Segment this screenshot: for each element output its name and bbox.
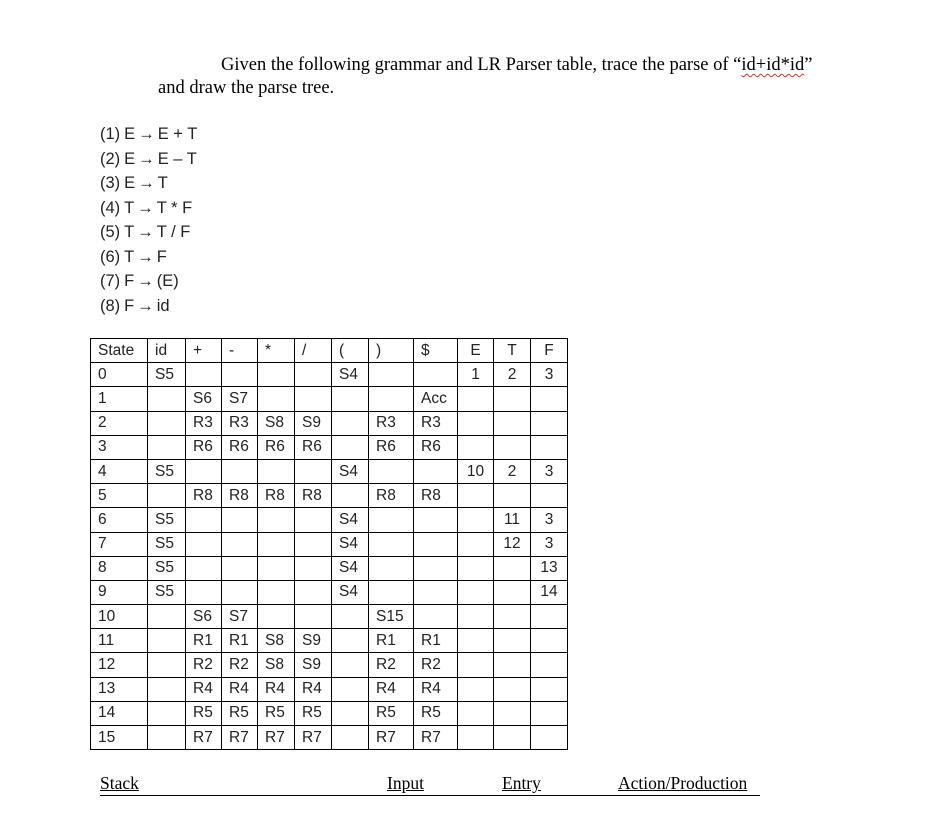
table-cell <box>222 508 258 532</box>
arrow-icon: → <box>137 247 154 266</box>
table-cell: 1 <box>458 363 494 387</box>
table-cell: Acc <box>414 387 458 411</box>
trace-header <box>100 773 760 796</box>
table-header-cell: T <box>494 339 531 363</box>
table-header-cell: * <box>258 339 295 363</box>
production-lhs: E <box>124 174 136 192</box>
table-cell: R4 <box>295 677 332 701</box>
table-cell <box>458 605 494 629</box>
table-cell <box>332 435 369 459</box>
table-cell: S4 <box>332 532 369 556</box>
table-header-cell: $ <box>414 339 458 363</box>
table-cell <box>458 629 494 653</box>
table-cell: S5 <box>148 580 186 604</box>
table-header-cell: / <box>295 339 332 363</box>
table-cell <box>458 556 494 580</box>
table-row <box>91 629 568 653</box>
grammar-production <box>100 245 197 270</box>
table-row <box>91 484 568 508</box>
table-row <box>91 653 568 677</box>
table-cell: R3 <box>222 411 258 435</box>
table-cell <box>531 411 568 435</box>
table-cell: R7 <box>186 726 222 750</box>
table-cell <box>222 556 258 580</box>
table-cell <box>332 701 369 725</box>
table-cell <box>332 629 369 653</box>
table-cell <box>332 677 369 701</box>
trace-stack-label: Stack <box>100 773 139 793</box>
table-cell: R6 <box>186 435 222 459</box>
table-cell <box>186 532 222 556</box>
table-cell <box>494 580 531 604</box>
table-cell: S4 <box>332 363 369 387</box>
table-cell: R7 <box>258 726 295 750</box>
table-cell <box>258 508 295 532</box>
table-row <box>91 435 568 459</box>
production-lhs: F <box>124 296 135 315</box>
table-cell: S5 <box>148 459 186 483</box>
table-cell: S5 <box>148 363 186 387</box>
table-cell: R5 <box>222 701 258 725</box>
table-cell <box>332 484 369 508</box>
arrow-icon: → <box>138 125 155 143</box>
table-cell: R1 <box>186 629 222 653</box>
table-header-cell: id <box>148 339 186 363</box>
table-cell <box>295 459 332 483</box>
table-cell: R5 <box>258 701 295 725</box>
table-cell <box>332 387 369 411</box>
grammar-production <box>100 294 197 319</box>
table-cell <box>458 532 494 556</box>
table-cell: R8 <box>258 484 295 508</box>
table-cell: R8 <box>222 484 258 508</box>
table-cell <box>458 677 494 701</box>
table-cell: R8 <box>295 484 332 508</box>
production-lhs: T <box>124 247 135 266</box>
table-cell: R3 <box>414 411 458 435</box>
table-cell: R8 <box>186 484 222 508</box>
table-cell <box>414 580 458 604</box>
table-row <box>91 556 568 580</box>
state-cell: 7 <box>91 532 148 556</box>
grammar-production <box>100 269 197 294</box>
production-lhs: T <box>124 198 135 217</box>
production-lhs: F <box>124 272 135 290</box>
production-lhs: E <box>124 125 136 143</box>
table-cell <box>531 605 568 629</box>
table-cell <box>295 532 332 556</box>
table-cell: 11 <box>494 508 531 532</box>
production-rhs: E + T <box>157 125 198 143</box>
table-cell: S7 <box>222 387 258 411</box>
table-row <box>91 508 568 532</box>
table-cell <box>369 580 414 604</box>
state-cell: 10 <box>91 605 148 629</box>
table-cell <box>531 677 568 701</box>
state-cell: 13 <box>91 677 148 701</box>
state-cell: 9 <box>91 580 148 604</box>
production-rhs: id <box>156 296 170 315</box>
table-cell <box>414 459 458 483</box>
table-cell: R4 <box>222 677 258 701</box>
state-cell: 8 <box>91 556 148 580</box>
instructions-line-1 <box>221 55 812 76</box>
instructions-prefix: Given the following grammar and LR Parser table, trace the parse of “ <box>221 55 742 75</box>
table-cell <box>414 363 458 387</box>
table-header-cell: + <box>186 339 222 363</box>
production-number: (6) <box>100 247 121 266</box>
table-cell: S9 <box>295 629 332 653</box>
table-cell <box>458 726 494 750</box>
state-cell: 1 <box>91 387 148 411</box>
table-cell: R2 <box>186 653 222 677</box>
table-cell: S9 <box>295 653 332 677</box>
grammar-production <box>100 171 197 196</box>
table-cell <box>494 484 531 508</box>
table-cell: R7 <box>295 726 332 750</box>
production-rhs: F <box>156 247 167 266</box>
table-cell <box>369 532 414 556</box>
table-header-cell: - <box>222 339 258 363</box>
table-cell <box>494 677 531 701</box>
table-cell <box>531 435 568 459</box>
table-header-cell: State <box>91 339 148 363</box>
table-row <box>91 459 568 483</box>
state-cell: 12 <box>91 653 148 677</box>
table-cell <box>494 726 531 750</box>
table-cell <box>148 701 186 725</box>
table-cell <box>186 556 222 580</box>
table-cell <box>186 508 222 532</box>
table-cell <box>148 411 186 435</box>
table-cell: S5 <box>148 532 186 556</box>
table-cell: S5 <box>148 556 186 580</box>
instructions-line-2: and draw the parse tree. <box>158 78 335 98</box>
production-rhs: E – T <box>157 149 197 168</box>
production-number: (3) <box>100 174 121 192</box>
table-row <box>91 677 568 701</box>
table-cell <box>369 556 414 580</box>
arrow-icon: → <box>138 149 155 168</box>
table-cell <box>148 629 186 653</box>
table-cell: R4 <box>414 677 458 701</box>
table-cell: S6 <box>186 605 222 629</box>
table-cell <box>458 484 494 508</box>
production-number: (1) <box>100 125 121 143</box>
table-cell: S4 <box>332 459 369 483</box>
table-cell: S8 <box>258 411 295 435</box>
table-cell <box>258 532 295 556</box>
table-cell: S4 <box>332 556 369 580</box>
trace-entry-label: Entry <box>502 773 541 793</box>
input-string: id+id*id <box>741 55 805 75</box>
table-cell <box>332 411 369 435</box>
table-cell: R6 <box>295 435 332 459</box>
table-cell: 10 <box>458 459 494 483</box>
table-row <box>91 701 568 725</box>
arrow-icon: → <box>137 272 154 290</box>
table-cell <box>332 605 369 629</box>
table-cell: 3 <box>531 532 568 556</box>
table-cell: R8 <box>369 484 414 508</box>
table-row <box>91 532 568 556</box>
table-cell <box>531 653 568 677</box>
table-cell <box>531 387 568 411</box>
state-cell: 11 <box>91 629 148 653</box>
table-cell: R6 <box>258 435 295 459</box>
table-cell <box>186 580 222 604</box>
arrow-icon: → <box>137 223 154 241</box>
table-cell: S8 <box>258 629 295 653</box>
state-cell: 5 <box>91 484 148 508</box>
table-cell: R6 <box>414 435 458 459</box>
table-cell <box>494 653 531 677</box>
table-cell <box>222 532 258 556</box>
table-cell <box>369 363 414 387</box>
table-cell: 3 <box>531 459 568 483</box>
table-cell: S15 <box>369 605 414 629</box>
state-cell: 0 <box>91 363 148 387</box>
instructions-suffix: ” <box>804 55 813 75</box>
table-cell: R6 <box>222 435 258 459</box>
table-cell <box>332 653 369 677</box>
table-cell <box>458 701 494 725</box>
table-cell: R5 <box>369 701 414 725</box>
table-cell: R2 <box>369 653 414 677</box>
table-cell: R2 <box>222 653 258 677</box>
table-cell: R1 <box>414 629 458 653</box>
table-cell <box>494 701 531 725</box>
table-cell <box>332 726 369 750</box>
trace-input-label: Input <box>387 773 424 793</box>
table-cell <box>458 508 494 532</box>
table-cell <box>494 556 531 580</box>
table-cell: R3 <box>186 411 222 435</box>
table-cell <box>222 363 258 387</box>
table-cell <box>458 387 494 411</box>
table-cell <box>295 580 332 604</box>
table-cell <box>148 387 186 411</box>
table-header-cell: E <box>458 339 494 363</box>
table-cell: S7 <box>222 605 258 629</box>
table-cell <box>494 387 531 411</box>
table-cell <box>494 435 531 459</box>
table-header-cell: ) <box>369 339 414 363</box>
table-row <box>91 605 568 629</box>
table-header-cell: ( <box>332 339 369 363</box>
table-cell <box>258 556 295 580</box>
production-number: (2) <box>100 149 121 168</box>
table-cell: 3 <box>531 508 568 532</box>
production-lhs: T <box>124 223 135 241</box>
table-cell <box>222 580 258 604</box>
table-cell: R3 <box>369 411 414 435</box>
table-cell: 13 <box>531 556 568 580</box>
table-cell <box>148 435 186 459</box>
grammar-production <box>100 122 197 147</box>
table-cell: R7 <box>414 726 458 750</box>
table-cell <box>531 484 568 508</box>
table-cell: S4 <box>332 508 369 532</box>
state-cell: 6 <box>91 508 148 532</box>
table-cell: R4 <box>186 677 222 701</box>
table-cell <box>369 459 414 483</box>
table-row <box>91 580 568 604</box>
state-cell: 3 <box>91 435 148 459</box>
table-cell <box>295 363 332 387</box>
table-cell: R2 <box>414 653 458 677</box>
table-cell <box>458 411 494 435</box>
table-cell: S8 <box>258 653 295 677</box>
table-cell <box>258 387 295 411</box>
production-number: (8) <box>100 296 121 315</box>
table-cell: R6 <box>369 435 414 459</box>
grammar-production <box>100 196 197 221</box>
table-cell <box>148 653 186 677</box>
table-cell <box>222 459 258 483</box>
lr-parse-table <box>90 338 568 750</box>
production-rhs: (E) <box>156 272 179 290</box>
table-cell <box>148 726 186 750</box>
table-cell: S9 <box>295 411 332 435</box>
table-cell: R5 <box>186 701 222 725</box>
table-cell <box>531 726 568 750</box>
table-cell <box>148 677 186 701</box>
state-cell: 15 <box>91 726 148 750</box>
table-cell <box>458 653 494 677</box>
table-cell <box>148 605 186 629</box>
table-cell: R5 <box>295 701 332 725</box>
table-cell <box>258 605 295 629</box>
table-cell <box>531 629 568 653</box>
arrow-icon: → <box>138 174 155 192</box>
table-cell <box>494 605 531 629</box>
table-cell <box>494 411 531 435</box>
table-cell: R7 <box>369 726 414 750</box>
table-cell: R4 <box>258 677 295 701</box>
table-cell <box>414 605 458 629</box>
table-cell <box>369 387 414 411</box>
table-header-row <box>91 339 568 363</box>
table-cell <box>414 532 458 556</box>
state-cell: 4 <box>91 459 148 483</box>
table-cell <box>295 556 332 580</box>
table-cell <box>186 459 222 483</box>
production-rhs: T / F <box>156 223 191 241</box>
trace-action-label: Action/Production <box>618 773 748 793</box>
table-cell: 14 <box>531 580 568 604</box>
table-cell: S5 <box>148 508 186 532</box>
table-cell <box>414 556 458 580</box>
table-cell <box>258 363 295 387</box>
table-cell: S6 <box>186 387 222 411</box>
table-cell: 2 <box>494 459 531 483</box>
state-cell: 2 <box>91 411 148 435</box>
table-cell <box>414 508 458 532</box>
production-lhs: E <box>124 149 136 168</box>
table-cell: R1 <box>222 629 258 653</box>
state-cell: 14 <box>91 701 148 725</box>
table-cell: R5 <box>414 701 458 725</box>
production-number: (4) <box>100 198 121 217</box>
table-cell: 2 <box>494 363 531 387</box>
table-cell <box>494 629 531 653</box>
grammar-productions <box>100 122 197 318</box>
table-cell <box>258 459 295 483</box>
table-row <box>91 387 568 411</box>
arrow-icon: → <box>137 198 154 217</box>
table-cell <box>458 435 494 459</box>
production-rhs: T <box>157 174 168 192</box>
table-cell: S4 <box>332 580 369 604</box>
table-cell <box>458 580 494 604</box>
table-cell: R1 <box>369 629 414 653</box>
table-cell: R4 <box>369 677 414 701</box>
table-row <box>91 726 568 750</box>
arrow-icon: → <box>137 296 154 315</box>
table-cell <box>295 508 332 532</box>
grammar-production <box>100 220 197 245</box>
table-cell: 3 <box>531 363 568 387</box>
table-cell: R8 <box>414 484 458 508</box>
table-cell <box>148 484 186 508</box>
table-cell <box>186 363 222 387</box>
table-cell <box>531 701 568 725</box>
table-row <box>91 363 568 387</box>
table-row <box>91 411 568 435</box>
table-cell <box>369 508 414 532</box>
table-cell: 12 <box>494 532 531 556</box>
table-header-cell: F <box>531 339 568 363</box>
production-number: (5) <box>100 223 121 241</box>
production-rhs: T * F <box>156 198 193 217</box>
grammar-production <box>100 147 197 172</box>
table-cell <box>295 387 332 411</box>
table-cell <box>258 580 295 604</box>
production-number: (7) <box>100 272 121 290</box>
table-cell <box>295 605 332 629</box>
table-cell: R7 <box>222 726 258 750</box>
